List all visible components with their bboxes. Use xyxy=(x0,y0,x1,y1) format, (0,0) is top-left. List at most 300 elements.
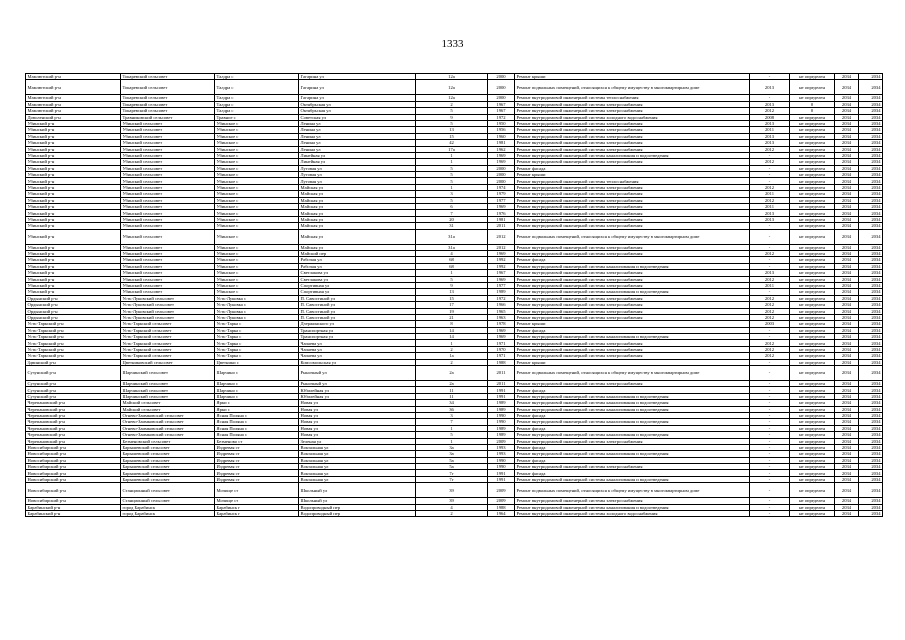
start-year-cell: 2034 xyxy=(835,476,859,482)
end-year-cell: 2034 xyxy=(859,276,883,282)
settlement-cell: Убинское с xyxy=(215,229,299,244)
build-year-cell: 1969 xyxy=(488,159,515,165)
council-cell: Майский сельсовет xyxy=(121,400,215,406)
end-year-cell: 2034 xyxy=(859,419,883,425)
start-year-cell: 2034 xyxy=(835,366,859,381)
house-number-cell: 11 xyxy=(416,387,488,393)
settlement-cell: Усть-Тарка с xyxy=(215,327,299,333)
last-repair-cell: - xyxy=(750,223,790,229)
house-number-cell: 6 xyxy=(416,204,488,210)
house-number-cell: 3 xyxy=(416,412,488,418)
street-cell: Вокзальная ул xyxy=(299,464,416,470)
status-cell: не определен xyxy=(790,511,835,517)
house-number-cell: 5 xyxy=(416,120,488,126)
last-repair-cell: 2013 xyxy=(750,120,790,126)
start-year-cell: 2034 xyxy=(835,353,859,359)
build-year-cell: 1963 xyxy=(488,314,515,320)
build-year-cell: 1990 xyxy=(488,457,515,463)
district-cell: Убинский р-н xyxy=(26,146,121,152)
house-number-cell: 9 xyxy=(416,282,488,288)
work-type-cell: Ремонт внутридомовой инженерной системы электроснабжения xyxy=(515,191,750,197)
house-number-cell: 1 xyxy=(416,438,488,444)
status-cell: не определен xyxy=(790,334,835,340)
last-repair-cell: - xyxy=(750,511,790,517)
status-cell: не определен xyxy=(790,359,835,365)
settlement-cell: Талдра с xyxy=(215,95,299,101)
settlement-cell: Цветники с xyxy=(215,359,299,365)
settlement-cell: Барабинск г xyxy=(215,504,299,510)
end-year-cell: 2034 xyxy=(859,282,883,288)
work-type-cell: Ремонт внутридомовой инженерной системы холодного водоснабжения xyxy=(515,511,750,517)
status-cell: не определен xyxy=(790,210,835,216)
last-repair-cell: - xyxy=(750,400,790,406)
street-cell: Новая ул xyxy=(299,419,416,425)
last-repair-cell: 2012 xyxy=(750,146,790,152)
build-year-cell: 1977 xyxy=(488,282,515,288)
start-year-cell: 2034 xyxy=(835,250,859,256)
house-number-cell: 31а xyxy=(416,244,488,250)
end-year-cell: 2034 xyxy=(859,223,883,229)
build-year-cell: 1992 xyxy=(488,263,515,269)
street-cell: Советская ул xyxy=(299,114,416,120)
settlement-cell: Талдра с xyxy=(215,74,299,80)
work-type-cell: Ремонт внутридомовой инженерной системы холодного водоснабжения xyxy=(515,114,750,120)
build-year-cell: 1978 xyxy=(488,321,515,327)
last-repair-cell: - xyxy=(750,438,790,444)
work-type-cell: Ремонт внутридомовой инженерной системы электроснабжения xyxy=(515,140,750,146)
house-number-cell: 42 xyxy=(416,140,488,146)
build-year-cell: 1991 xyxy=(488,393,515,399)
last-repair-cell: 2012 xyxy=(750,314,790,320)
status-cell: не определен xyxy=(790,366,835,381)
council-cell: Усть-Таркский сельсовет xyxy=(121,334,215,340)
last-repair-cell: 2012 xyxy=(750,346,790,352)
build-year-cell: 1989 xyxy=(488,400,515,406)
start-year-cell: 2034 xyxy=(835,101,859,107)
status-cell: не определен xyxy=(790,263,835,269)
last-repair-cell: 2013 xyxy=(750,80,790,95)
last-repair-cell: - xyxy=(750,289,790,295)
last-repair-cell: - xyxy=(750,419,790,425)
street-cell: Вокзальная ул xyxy=(299,451,416,457)
house-number-cell: 1 xyxy=(416,270,488,276)
district-cell: Убинский р-н xyxy=(26,289,121,295)
end-year-cell: 2034 xyxy=(859,80,883,95)
status-cell: не определен xyxy=(790,270,835,276)
end-year-cell: 2034 xyxy=(859,327,883,333)
council-cell: Убинский сельсовет xyxy=(121,178,215,184)
work-type-cell: Ремонт внутридомовой инженерной системы электроснабжения xyxy=(515,184,750,190)
last-repair-cell: - xyxy=(750,498,790,504)
house-number-cell: 4 xyxy=(416,250,488,256)
house-number-cell: 5 xyxy=(416,165,488,171)
work-type-cell: Ремонт внутридомовой инженерной системы электроснабжения xyxy=(515,270,750,276)
status-cell: не определен xyxy=(790,95,835,101)
build-year-cell: 1971 xyxy=(488,353,515,359)
house-number-cell: 20 xyxy=(416,216,488,222)
council-cell: Убинский сельсовет xyxy=(121,197,215,203)
work-type-cell: Ремонт внутридомовой инженерной системы электроснабжения xyxy=(515,295,750,301)
house-number-cell: 7г xyxy=(416,476,488,482)
street-cell: Новая ул xyxy=(299,432,416,438)
build-year-cell: 1981 xyxy=(488,216,515,222)
start-year-cell: 2034 xyxy=(835,80,859,95)
last-repair-cell: 2012 xyxy=(750,159,790,165)
start-year-cell: 2034 xyxy=(835,406,859,412)
start-year-cell: 2034 xyxy=(835,308,859,314)
work-type-cell: Ремонт внутридомовой инженерной системы электроснабжения xyxy=(515,276,750,282)
status-cell: 0 xyxy=(790,108,835,114)
house-number-cell: 17 xyxy=(416,302,488,308)
district-cell: Убинский р-н xyxy=(26,120,121,126)
street-cell: Октябрьская ул xyxy=(299,108,416,114)
settlement-cell: Издревая ст xyxy=(215,476,299,482)
district-cell: Сузунский р-н xyxy=(26,381,121,387)
settlement-cell: Убинское с xyxy=(215,244,299,250)
district-cell: Ордынский р-н xyxy=(26,295,121,301)
district-cell: Убинский р-н xyxy=(26,223,121,229)
work-type-cell: Ремонт фасада xyxy=(515,470,750,476)
district-cell: Черепановский р-н xyxy=(26,425,121,431)
district-cell: Доволенский р-н xyxy=(26,114,121,120)
end-year-cell: 2034 xyxy=(859,381,883,387)
status-cell: не определен xyxy=(790,295,835,301)
settlement-cell: Ясная Поляна с xyxy=(215,412,299,418)
street-cell: П. Савостиной ул xyxy=(299,295,416,301)
street-cell: Рыночный ул xyxy=(299,381,416,387)
work-type-cell: Ремонт внутридомовой инженерной системы электроснабжения xyxy=(515,146,750,152)
start-year-cell: 2034 xyxy=(835,289,859,295)
street-cell: Майский пер xyxy=(299,250,416,256)
last-repair-cell: - xyxy=(750,412,790,418)
work-type-cell: Ремонт внутридомовой инженерной системы электроснабжения xyxy=(515,204,750,210)
settlement-cell: Убинское с xyxy=(215,216,299,222)
status-cell: не определен xyxy=(790,340,835,346)
status-cell: не определен xyxy=(790,146,835,152)
district-cell: Убинский р-н xyxy=(26,172,121,178)
council-cell: Усть-Луковский сельсовет xyxy=(121,302,215,308)
end-year-cell: 2034 xyxy=(859,470,883,476)
district-cell: Черепановский р-н xyxy=(26,419,121,425)
last-repair-cell: - xyxy=(750,244,790,250)
house-number-cell: 31 xyxy=(416,223,488,229)
district-cell: Усть-Таркский р-н xyxy=(26,327,121,333)
council-cell: Убинский сельсовет xyxy=(121,159,215,165)
district-cell: Убинский р-н xyxy=(26,178,121,184)
council-cell: Барышевский сельсовет xyxy=(121,464,215,470)
council-cell: Безменовский сельсовет xyxy=(121,438,215,444)
district-cell: Убинский р-н xyxy=(26,229,121,244)
table-row xyxy=(26,366,883,381)
start-year-cell: 2034 xyxy=(835,359,859,365)
house-number-cell: 7 xyxy=(416,210,488,216)
start-year-cell: 2034 xyxy=(835,400,859,406)
council-cell: Убинский сельсовет xyxy=(121,263,215,269)
start-year-cell: 2034 xyxy=(835,334,859,340)
work-type-cell: Ремонт фасада xyxy=(515,425,750,431)
status-cell: не определен xyxy=(790,74,835,80)
last-repair-cell: - xyxy=(750,425,790,431)
work-type-cell: Ремонт внутридомовой инженерной системы теплоснабжения xyxy=(515,95,750,101)
settlement-cell: Ясная Поляна с xyxy=(215,419,299,425)
house-number-cell: 21 xyxy=(416,314,488,320)
council-cell: Усть-Таркский сельсовет xyxy=(121,321,215,327)
work-type-cell: Ремонт внутридомовой инженерной системы канализования и водоотведения xyxy=(515,432,750,438)
build-year-cell: 2000 xyxy=(488,172,515,178)
work-type-cell: Ремонт крыши xyxy=(515,172,750,178)
council-cell: Убинский сельсовет xyxy=(121,276,215,282)
district-cell: Новосибирский р-н xyxy=(26,476,121,482)
last-repair-cell: - xyxy=(750,476,790,482)
work-type-cell: Ремонт фасада xyxy=(515,444,750,450)
build-year-cell: 2011 xyxy=(488,223,515,229)
street-cell: П. Савостиной ул xyxy=(299,302,416,308)
end-year-cell: 2034 xyxy=(859,114,883,120)
build-year-cell: 1988 xyxy=(488,504,515,510)
street-cell: Юбилейная ул xyxy=(299,393,416,399)
work-type-cell: Ремонт внутридомовой инженерной системы электроснабжения xyxy=(515,464,750,470)
last-repair-cell: 2011 xyxy=(750,191,790,197)
last-repair-cell: 2012 xyxy=(750,353,790,359)
end-year-cell: 2034 xyxy=(859,498,883,504)
council-cell: Барышевский сельсовет xyxy=(121,476,215,482)
work-type-cell: Ремонт внутридомовой инженерной системы электроснабжения xyxy=(515,216,750,222)
district-cell: Новосибирский р-н xyxy=(26,457,121,463)
last-repair-cell: 2013 xyxy=(750,140,790,146)
council-cell: Убинский сельсовет xyxy=(121,282,215,288)
council-cell: Усть-Таркский сельсовет xyxy=(121,353,215,359)
build-year-cell: 1993 xyxy=(488,451,515,457)
street-cell: Чапаева ул xyxy=(299,353,416,359)
status-cell: не определен xyxy=(790,191,835,197)
end-year-cell: 2034 xyxy=(859,346,883,352)
house-number-cell: 5 xyxy=(416,108,488,114)
work-type-cell: Ремонт внутридомовой инженерной системы электроснабжения xyxy=(515,340,750,346)
district-cell: Черепановский р-н xyxy=(26,400,121,406)
district-cell: Новосибирский р-н xyxy=(26,444,121,450)
council-cell: Усть-Луковский сельсовет xyxy=(121,308,215,314)
start-year-cell: 2034 xyxy=(835,165,859,171)
settlement-cell: Шарчино с xyxy=(215,393,299,399)
settlement-cell: Убинское с xyxy=(215,263,299,269)
build-year-cell: 2012 xyxy=(488,229,515,244)
work-type-cell: Ремонт внутридомовой инженерной системы канализования и водоотведения xyxy=(515,263,750,269)
settlement-cell: Шарчино с xyxy=(215,366,299,381)
status-cell: не определен xyxy=(790,140,835,146)
street-cell: Новая ул xyxy=(299,412,416,418)
council-cell: Шарчинский сельсовет xyxy=(121,387,215,393)
last-repair-cell: - xyxy=(750,74,790,80)
settlement-cell: Убинское с xyxy=(215,120,299,126)
house-number-cell: 2 xyxy=(416,101,488,107)
house-number-cell: 13 xyxy=(416,289,488,295)
council-cell: Убинский сельсовет xyxy=(121,229,215,244)
work-type-cell: Ремонт фасада xyxy=(515,412,750,418)
work-type-cell: Ремонт внутридомовой инженерной системы электроснабжения xyxy=(515,133,750,139)
last-repair-cell: - xyxy=(750,406,790,412)
build-year-cell: 1969 xyxy=(488,276,515,282)
settlement-cell: Усть-Тарка с xyxy=(215,346,299,352)
council-cell: город Барабинск xyxy=(121,504,215,510)
council-cell: Убинский сельсовет xyxy=(121,120,215,126)
house-number-cell: 2а xyxy=(416,366,488,381)
house-number-cell: 34 xyxy=(416,400,488,406)
council-cell: Убинский сельсовет xyxy=(121,289,215,295)
street-cell: Гагарина ул xyxy=(299,80,416,95)
end-year-cell: 2034 xyxy=(859,400,883,406)
house-number-cell: 15 xyxy=(416,295,488,301)
house-number-cell: 12а xyxy=(416,74,488,80)
district-cell: Убинский р-н xyxy=(26,165,121,171)
status-cell: не определен xyxy=(790,432,835,438)
work-type-cell: Ремонт внутридомовой инженерной системы электроснабжения xyxy=(515,197,750,203)
council-cell: Барышевский сельсовет xyxy=(121,444,215,450)
build-year-cell: 1967 xyxy=(488,101,515,107)
status-cell: не определен xyxy=(790,451,835,457)
settlement-cell: Усть-Луковка с xyxy=(215,314,299,320)
street-cell: Майская ул xyxy=(299,223,416,229)
district-cell: Новосибирский р-н xyxy=(26,498,121,504)
last-repair-cell: 2013 xyxy=(750,210,790,216)
status-cell: не определен xyxy=(790,425,835,431)
start-year-cell: 2034 xyxy=(835,114,859,120)
street-cell: Майская ул xyxy=(299,191,416,197)
status-cell: не определен xyxy=(790,276,835,282)
house-number-cell: 3 xyxy=(416,191,488,197)
house-number-cell: 12а xyxy=(416,95,488,101)
last-repair-cell: - xyxy=(750,165,790,171)
status-cell: не определен xyxy=(790,178,835,184)
street-cell: Майская ул xyxy=(299,204,416,210)
street-cell: Октябрьская ул xyxy=(299,101,416,107)
status-cell: не определен xyxy=(790,464,835,470)
council-cell: Шарчинский сельсовет xyxy=(121,381,215,387)
street-cell: Ленина ул xyxy=(299,120,416,126)
end-year-cell: 2034 xyxy=(859,229,883,244)
council-cell: Усть-Таркский сельсовет xyxy=(121,340,215,346)
settlement-cell: Убинское с xyxy=(215,159,299,165)
work-type-cell: Ремонт крыши xyxy=(515,74,750,80)
street-cell: Луговая ул xyxy=(299,165,416,171)
build-year-cell: 1960 xyxy=(488,133,515,139)
build-year-cell: 1991 xyxy=(488,476,515,482)
street-cell: Дзержинского ул xyxy=(299,321,416,327)
build-year-cell: 1967 xyxy=(488,270,515,276)
build-year-cell: 1989 xyxy=(488,289,515,295)
street-cell: Спортивная ул xyxy=(299,282,416,288)
district-cell: Черепановский р-н xyxy=(26,432,121,438)
district-cell: Мамлютский р-н xyxy=(26,95,121,101)
settlement-cell: Усть-Луковка с xyxy=(215,295,299,301)
street-cell: Новая ул xyxy=(299,400,416,406)
street-cell: Новая ул xyxy=(299,425,416,431)
settlement-cell: Ярки с xyxy=(215,406,299,412)
settlement-cell: Издревая ст xyxy=(215,444,299,450)
end-year-cell: 2034 xyxy=(859,340,883,346)
house-number-cell: 11 xyxy=(416,393,488,399)
street-cell: Школьный ул xyxy=(299,498,416,504)
house-number-cell: 1 xyxy=(416,152,488,158)
work-type-cell: Ремонт внутридомовой инженерной системы канализования и водоотведения xyxy=(515,393,750,399)
last-repair-cell: - xyxy=(750,327,790,333)
work-type-cell: Ремонт внутридомовой инженерной системы электроснабжения xyxy=(515,120,750,126)
last-repair-cell: 2011 xyxy=(750,127,790,133)
end-year-cell: 2034 xyxy=(859,101,883,107)
last-repair-cell: - xyxy=(750,387,790,393)
settlement-cell: Мочище ст xyxy=(215,498,299,504)
work-type-cell: Ремонт подвальных помещений, относящихся к общему имуществу в многоквартирном доме xyxy=(515,483,750,498)
work-type-cell: Ремонт внутридомовой инженерной системы электроснабжения xyxy=(515,438,750,444)
council-cell: Станционный сельсовет xyxy=(121,483,215,498)
settlement-cell: Убинское с xyxy=(215,250,299,256)
street-cell: Вокзальная ул xyxy=(299,470,416,476)
status-cell: не определен xyxy=(790,302,835,308)
last-repair-cell: 2013 xyxy=(750,270,790,276)
settlement-cell: Издревая ст xyxy=(215,464,299,470)
end-year-cell: 2034 xyxy=(859,184,883,190)
status-cell: не определен xyxy=(790,216,835,222)
house-number-cell: 36 xyxy=(416,406,488,412)
build-year-cell: 1969 xyxy=(488,334,515,340)
district-cell: Убинский р-н xyxy=(26,191,121,197)
work-type-cell: Ремонт внутридомовой инженерной системы электроснабжения xyxy=(515,314,750,320)
settlement-cell: Усть-Луковка с xyxy=(215,308,299,314)
status-cell: не определен xyxy=(790,165,835,171)
status-cell: не определен xyxy=(790,133,835,139)
street-cell: Юбилейная ул xyxy=(299,387,416,393)
page-number: 1333 xyxy=(441,38,464,50)
street-cell: Светлакова ул xyxy=(299,270,416,276)
table-row xyxy=(26,511,883,517)
council-cell: Токаревский сельсовет xyxy=(121,108,215,114)
street-cell: Транспортная ул xyxy=(299,334,416,340)
build-year-cell: 1988 xyxy=(488,359,515,365)
street-cell: Майская ул xyxy=(299,229,416,244)
street-cell: Луговая ул xyxy=(299,172,416,178)
council-cell: Убинский сельсовет xyxy=(121,184,215,190)
street-cell: Чапаева ул xyxy=(299,340,416,346)
house-number-cell: 1а xyxy=(416,353,488,359)
district-cell: Мамлютский р-н xyxy=(26,80,121,95)
settlement-cell: Усть-Луковка с xyxy=(215,302,299,308)
settlement-cell: Усть-Тарка с xyxy=(215,321,299,327)
house-number-cell: 2 xyxy=(416,511,488,517)
council-cell: Усть-Таркский сельсовет xyxy=(121,327,215,333)
district-cell: Сузунский р-н xyxy=(26,393,121,399)
district-cell: Новосибирский р-н xyxy=(26,451,121,457)
last-repair-cell: 2012 xyxy=(750,184,790,190)
build-year-cell: 1967 xyxy=(488,108,515,114)
work-type-cell: Ремонт внутридомовой инженерной системы электроснабжения xyxy=(515,353,750,359)
settlement-cell: Издревая ст xyxy=(215,451,299,457)
last-repair-cell: - xyxy=(750,451,790,457)
last-repair-cell: - xyxy=(750,393,790,399)
district-cell: Ордынский р-н xyxy=(26,308,121,314)
last-repair-cell: 2008 xyxy=(750,114,790,120)
status-cell: не определен xyxy=(790,419,835,425)
district-cell: Здвинский р-н xyxy=(26,359,121,365)
start-year-cell: 2034 xyxy=(835,470,859,476)
start-year-cell: 2034 xyxy=(835,152,859,158)
last-repair-cell: - xyxy=(750,229,790,244)
settlement-cell: Убинское с xyxy=(215,172,299,178)
start-year-cell: 2034 xyxy=(835,172,859,178)
build-year-cell: 1950 xyxy=(488,120,515,126)
start-year-cell: 2034 xyxy=(835,229,859,244)
build-year-cell: 1971 xyxy=(488,340,515,346)
last-repair-cell: 2013 xyxy=(750,216,790,222)
street-cell: Линейная ул xyxy=(299,159,416,165)
